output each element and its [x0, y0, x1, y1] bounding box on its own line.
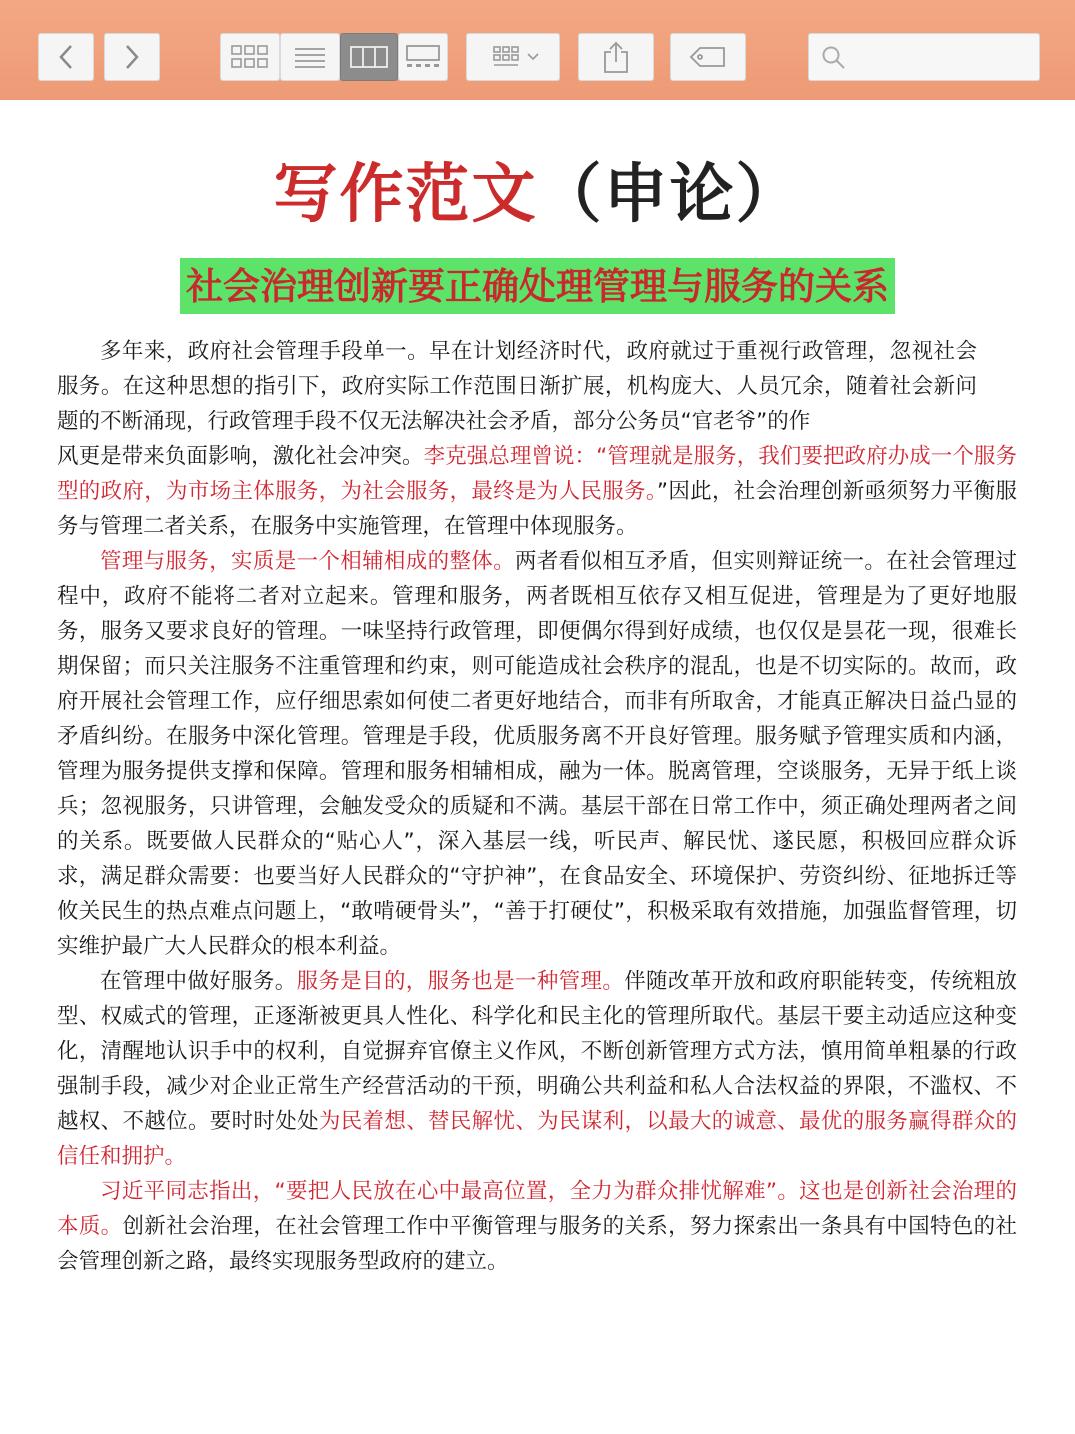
- tag-icon: [688, 45, 728, 69]
- subtitle: 社会治理创新要正确处理管理与服务的关系: [180, 258, 895, 314]
- paragraph-1: 多年来，政府社会管理手段单一。早在计划经济时代，政府就过于重视行政管理，忽视社会服务。在这种思想的指引下，政府实际工作范围日渐扩展，机构庞大、人员冗余，随着社会新问题的不断涌现，行政管理手段不仅无法解决社会矛盾，部分公务员“官老爷”的作: [57, 339, 977, 434]
- list-view-button[interactable]: [280, 33, 340, 81]
- subtitle-container: [0, 258, 1075, 314]
- column-view-button[interactable]: [340, 33, 398, 81]
- search-icon: [821, 45, 847, 71]
- page-title: [0, 150, 1075, 240]
- group-icon: [478, 44, 548, 70]
- grid-view-button[interactable]: [220, 33, 280, 81]
- title-main: 写作范文: [273, 157, 538, 232]
- paragraph-5: 习近平同志指出，“要把人民放在心中最高位置，全力为群众排忧解难”。这也是创新社会治理的本质。创新社会治理，在社会管理工作中平衡管理与服务的关系，努力探索出一条具有中国特色的社会管理创新之路，最终实现服务型政府的建立。: [57, 1179, 1017, 1274]
- share-button[interactable]: [578, 33, 654, 81]
- chevron-left-icon: [56, 43, 76, 71]
- gallery-view-button[interactable]: [398, 33, 448, 81]
- gallery-view-icon: [404, 44, 442, 70]
- grid-view-icon: [230, 44, 270, 70]
- title-tag: （申论）: [537, 157, 802, 232]
- group-button[interactable]: [466, 33, 560, 81]
- paragraph-2: 风更是带来负面影响，激化社会冲突。李克强总理曾说：“管理就是服务，我们要把政府办成一个服务型的政府，为市场主体服务，为社会服务，最终是为人民服务。”因此，社会治理创新亟须努力平衡服务与管理二者关系，在服务中实施管理，在管理中体现服务。: [57, 444, 1017, 539]
- list-view-icon: [293, 45, 327, 69]
- toolbar: [0, 0, 1075, 100]
- article-body: [57, 334, 1017, 1279]
- share-icon: [601, 40, 631, 74]
- tag-button[interactable]: [670, 33, 746, 81]
- column-view-icon: [349, 45, 389, 69]
- search-field[interactable]: [808, 33, 1040, 81]
- forward-button[interactable]: [104, 33, 160, 81]
- paragraph-3: 管理与服务，实质是一个相辅相成的整体。两者看似相互矛盾，但实则辩证统一。在社会管理过程中，政府不能将二者对立起来。管理和服务，两者既相互依存又相互促进，管理是为了更好地服务，服务又要求良好的管理。一味坚持行政管理，即便偶尔得到好成绩，也仅仅是昙花一现，很难长期保留；而只关注服务不注重管理和约束，则可能造成社会秩序的混乱，也是不切实际的。故而，政府开展社会管理工作，应仔细思索如何使二者更好地结合，而非有所取舍，才能真正解决日益凸显的矛盾纠纷。在服务中深化管理。管理是手段，优质服务离不开良好管理。服务赋予管理实质和内涵，管理为服务提供支撑和保障。管理和服务相辅相成，融为一体。脱离管理，空谈服务，无异于纸上谈兵；忽视服务，只讲管理，会触发受众的质疑和不满。基层干部在日常工作中，须正确处理两者之间的关系。既要做人民群众的“贴心人”，深入基层一线，听民声、解民忧、遂民愿，积极回应群众诉求，满足群众需要：也要当好人民群众的“守护神”，在食品安全、环境保护、劳资纠纷、征地拆迁等攸关民生的热点难点问题上，“敢啃硬骨头”，“善于打硬仗”，积极采取有效措施，加强监督管理，切实维护最广大人民群众的根本利益。: [57, 549, 1017, 959]
- paragraph-4: 在管理中做好服务。服务是目的，服务也是一种管理。伴随改革开放和政府职能转变，传统粗放型、权威式的管理，正逐渐被更具人性化、科学化和民主化的管理所取代。基层干要主动适应这种变化，清醒地认识手中的权利，自觉摒弃官僚主义作风，不断创新管理方式方法，慎用简单粗暴的行政强制手段，减少对企业正常生产经营活动的干预，明确公共利益和私人合法权益的界限，不滥权、不越权、不越位。要时时处处为民着想、替民解忧、为民谋利，以最大的诚意、最优的服务赢得群众的信任和拥护。: [57, 969, 1017, 1169]
- chevron-right-icon: [122, 43, 142, 71]
- back-button[interactable]: [38, 33, 94, 81]
